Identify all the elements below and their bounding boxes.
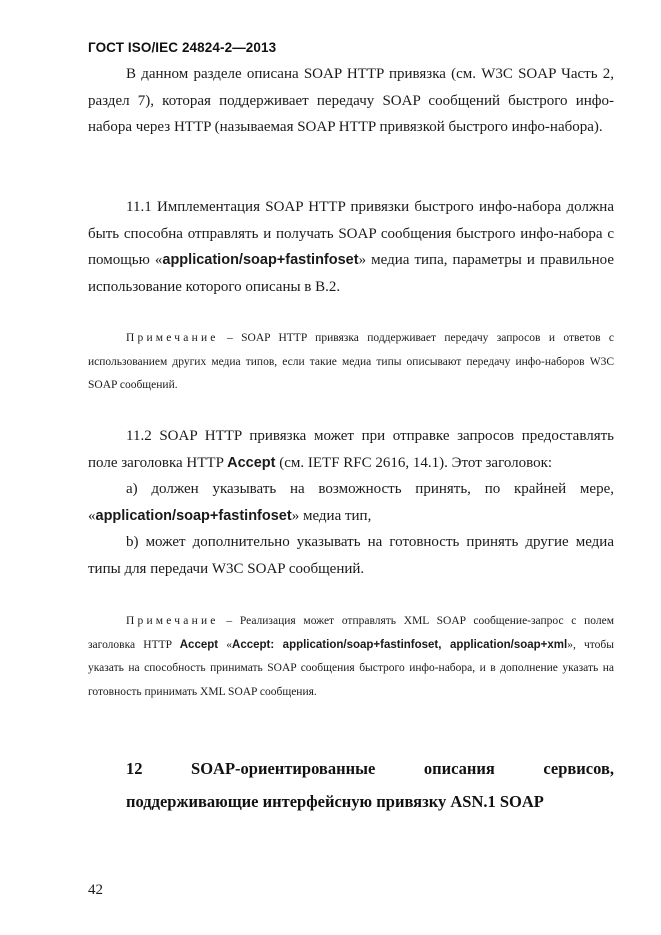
clause-11-2-before: 11.2 SOAP HTTP привязка может при отправке запросов предоставлять поле заголовка HTTP (88, 428, 614, 471)
note-2-accept-field: Accept (179, 638, 219, 651)
clause-11-1 (88, 194, 614, 300)
section-number: 12 (126, 759, 143, 778)
item-a-after: » медиа тип, (291, 507, 372, 524)
note-2-text (88, 610, 614, 704)
note-2-label: Примечание (126, 615, 219, 627)
section-title-word: SOAP-ориентированные (191, 759, 376, 778)
clause-11-2-after: (см. IETF RFC 2616, 14.1). Этот заголовок: (275, 454, 553, 471)
note-1-text (88, 327, 614, 398)
section-title-word: сервисов, (543, 759, 614, 778)
intro-paragraph (88, 61, 614, 141)
note-2-before: – Реализация может отправлять XML SOAP сообщение-запрос с полем заголовка HTTP (88, 615, 614, 651)
media-type-fastinfoset: application/soap+fastinfoset (162, 252, 359, 268)
note-1-body: – SOAP HTTP привязка поддерживает передачу запросов и ответов с использованием других медиа типов, если такие медиа типы описывают передачу инфо-наборов W3C SOAP сообщений. (88, 332, 614, 391)
clause-11-2-text (88, 423, 614, 476)
clause-11-1-text (88, 194, 614, 300)
clause-11-1-before: 11.1 Имплементация SOAP HTTP привязки быстрого инфо-набора должна быть способна отправлять и получать SOAP сообщения быстрого инфо-набора с помощью « (88, 199, 614, 268)
note-2-mid: « (218, 638, 233, 651)
note-1 (88, 327, 614, 398)
clause-11-1-after: » медиа типа, параметры и правильное использование которого описаны в В.2. (88, 252, 614, 295)
item-a-media-type: application/soap+fastinfoset (95, 507, 292, 524)
note-2 (88, 610, 614, 704)
section-title-word: описания (423, 759, 495, 778)
section-12-heading (126, 752, 614, 818)
note-2-accept-value: Accept: application/soap+fastinfoset, application/soap+xml (232, 638, 568, 651)
page-number: 42 (88, 882, 103, 898)
item-a-before: а) должен указывать на возможность принять, по крайней мере, « (88, 481, 614, 524)
standard-header: ГОСТ ISO/IEC 24824-2—2013 (88, 40, 277, 55)
section-12-line-1 (126, 752, 614, 785)
note-1-label: Примечание (126, 332, 219, 344)
note-2-after: », чтобы указать на способность принимать SOAP сообщения быстрого инфо-набора, и в дополнение указать на готовность принимать XML SOAP сообщения. (88, 638, 614, 698)
intro-text: В данном разделе описана SOAP HTTP привязка (см. W3C SOAP Часть 2, раздел 7), которая поддерживает передачу SOAP сообщений быстрого инфо-набора через HTTP (называемая SOAP HTTP привязкой быстрого инфо-набора). (88, 66, 614, 135)
clause-11-2-item-b: b) может дополнительно указывать на готовность принять другие медиа типы для передачи W3C SOAP сообщений. (88, 534, 614, 577)
section-12-line-2: поддерживающие интерфейсную привязку ASN.1 SOAP (126, 792, 544, 811)
clause-11-2 (88, 423, 614, 582)
accept-header-field: Accept (227, 454, 276, 471)
clause-11-2-item-a (88, 476, 614, 529)
